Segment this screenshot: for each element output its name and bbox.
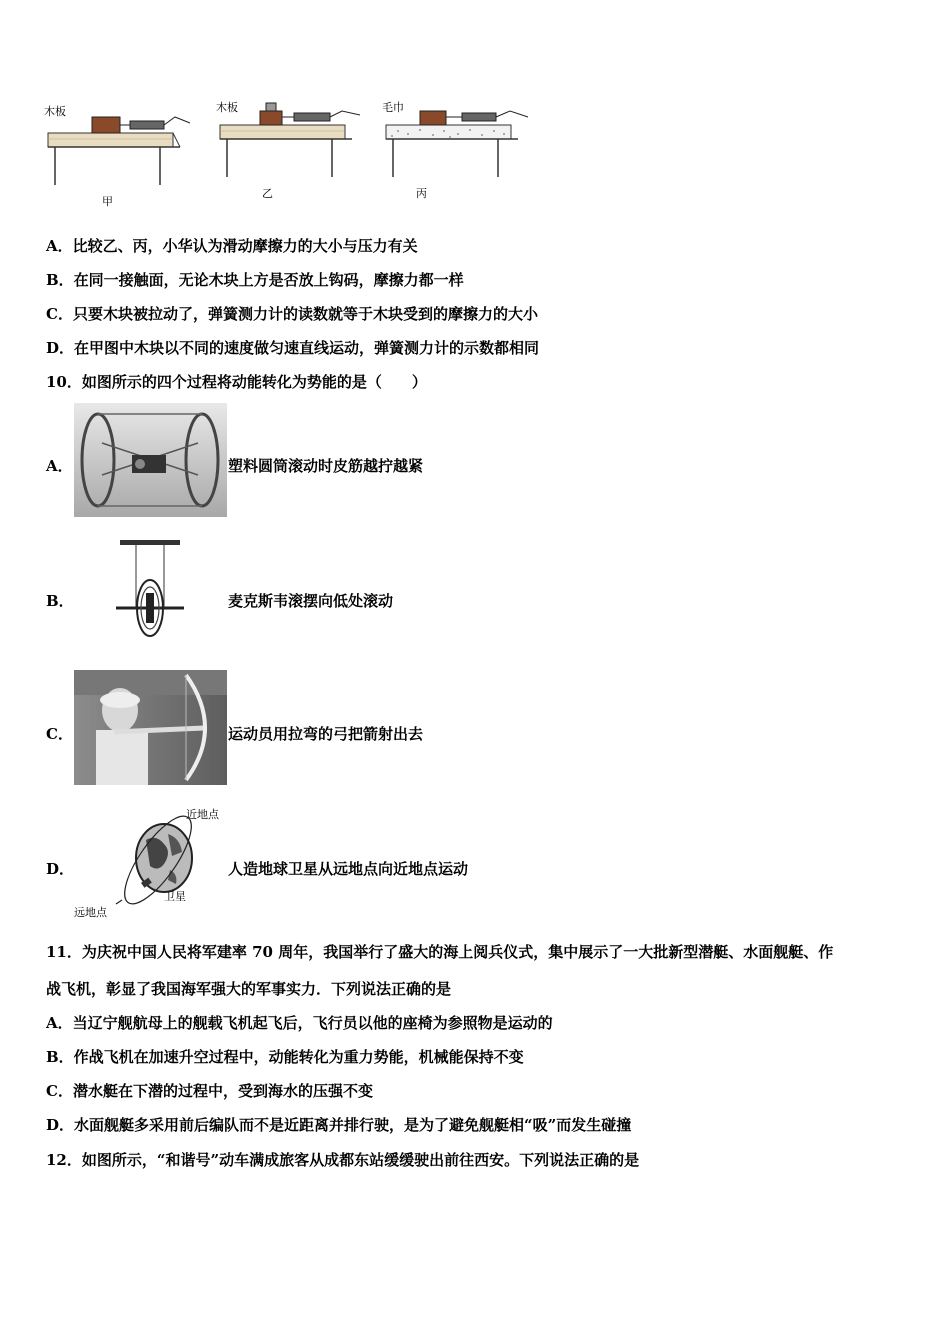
- rolling-cylinder-photo: [74, 403, 227, 517]
- maxwell-pendulum-drawing: [110, 538, 190, 650]
- surface-label: 毛巾: [382, 101, 404, 114]
- q11-option-b: B．作战飞机在加速升空过程中，动能转化为重力势能，机械能保持不变: [46, 1048, 524, 1066]
- q10-option-d-label: D．: [46, 860, 75, 878]
- q11-option-c: C．潜水艇在下潜的过程中，受到海水的压强不变: [46, 1082, 373, 1100]
- friction-panel-bing: [378, 95, 540, 210]
- panel-caption: 乙: [262, 187, 273, 200]
- q11-stem-line1: 11．为庆祝中国人民将军建率 70 周年，我国举行了盛大的海上阅兵仪式，集中展示了一大批新型潜艇、水面舰艇、作: [46, 943, 834, 961]
- q10-option-d-text: 人造地球卫星从远地点向近地点运动: [228, 860, 469, 878]
- q11-option-a: A．当辽宁舰航母上的舰载飞机起飞后，飞行员以他的座椅为参照物是运动的: [46, 1014, 553, 1032]
- surface-label: 木板: [44, 105, 66, 118]
- friction-panel-yi: [212, 95, 372, 210]
- panel-caption: 甲: [102, 195, 113, 208]
- q10-option-b-label: B．: [46, 592, 74, 610]
- surface-label: 木板: [216, 101, 238, 114]
- q10-option-c-text: 运动员用拉弯的弓把箭射出去: [228, 725, 424, 743]
- q12-stem: 12．如图所示，“和谐号”动车满成旅客从成都东站缓缓驶出前往西安。下列说法正确的是: [46, 1151, 640, 1169]
- q9-option-d: D．在甲图中木块以不同的速度做匀速直线运动，弹簧测力计的示数都相同: [46, 339, 540, 357]
- q10-option-c-label: C．: [46, 725, 73, 743]
- satellite-orbit-diagram: [72, 800, 232, 920]
- q11-option-d: D．水面舰艇多采用前后编队而不是近距离并排行驶，是为了避免舰艇相“吸”而发生碰撞: [46, 1116, 632, 1134]
- q10-option-b-text: 麦克斯韦滚摆向低处滚动: [228, 592, 394, 610]
- q10-stem: 10．如图所示的四个过程将动能转化为势能的是（ ）: [46, 373, 427, 391]
- q10-option-a-text: 塑料圆筒滚动时皮筋越拧越紧: [228, 457, 424, 475]
- archer-photo: [74, 670, 227, 785]
- apogee-label: 远地点: [74, 906, 107, 919]
- q9-option-a: A．比较乙、丙，小华认为滑动摩擦力的大小与压力有关: [46, 237, 418, 255]
- q9-option-b: B．在同一接触面，无论木块上方是否放上钩码，摩擦力都一样: [46, 271, 464, 289]
- friction-figure: [40, 95, 540, 210]
- perigee-label: 近地点: [186, 808, 219, 821]
- satellite-label: 卫星: [164, 890, 186, 903]
- panel-caption: 丙: [416, 187, 427, 200]
- friction-panel-jia: [40, 95, 200, 210]
- q10-option-a-label: A．: [46, 457, 73, 475]
- q9-option-c: C．只要木块被拉动了，弹簧测力计的读数就等于木块受到的摩擦力的大小: [46, 305, 538, 323]
- q11-stem-line2: 战飞机，彰显了我国海军强大的军事实力．下列说法正确的是: [46, 980, 452, 998]
